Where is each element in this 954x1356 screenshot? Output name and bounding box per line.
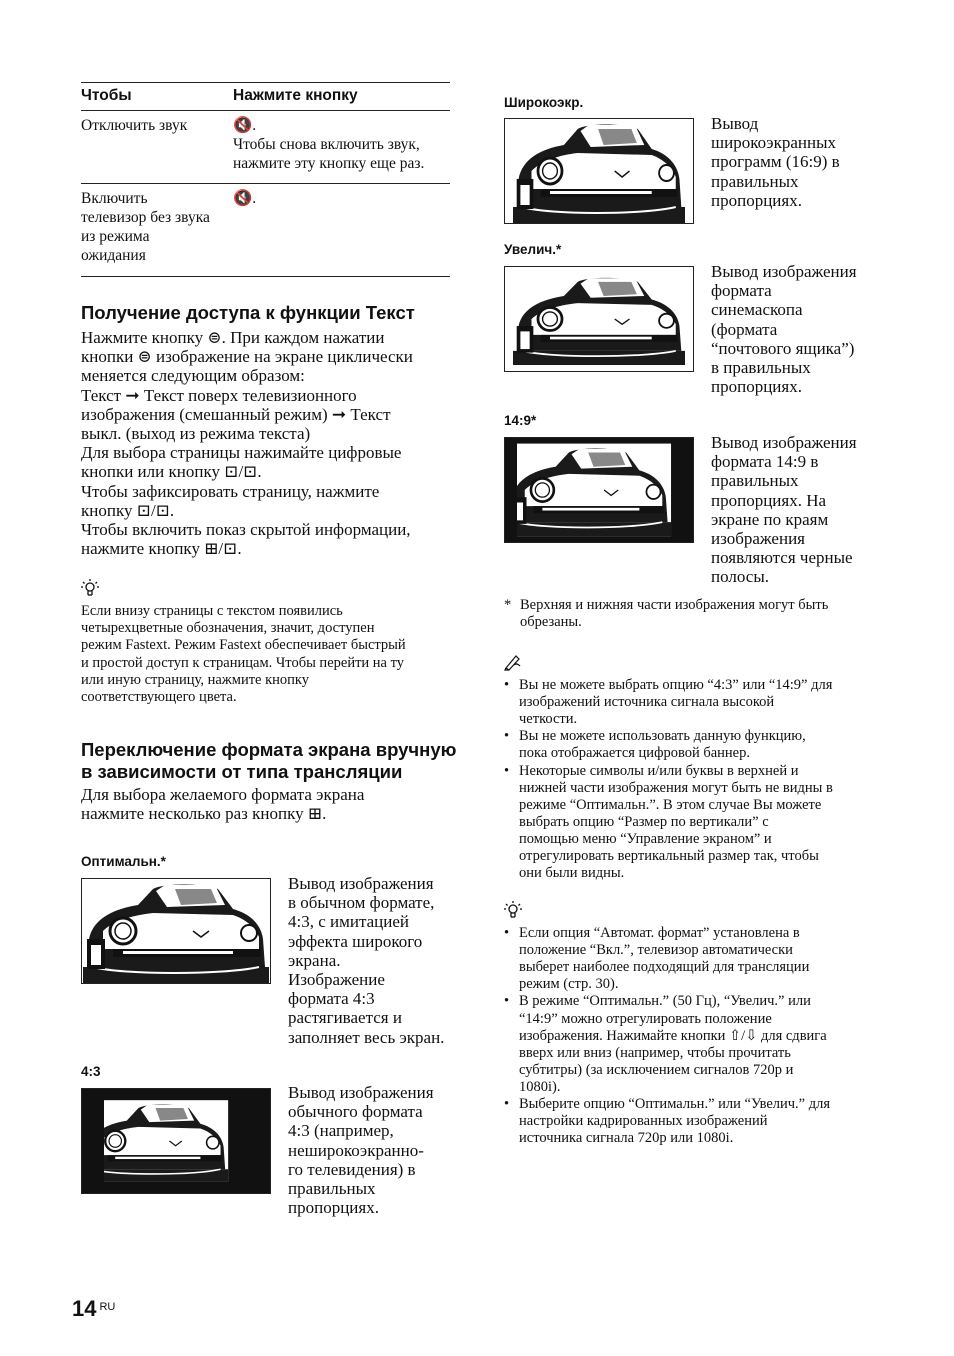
format-intro-line: Для выбора желаемого формата экрана: [81, 785, 365, 804]
tip-line: • Выберите опцию “Оптимальн.” или “Увелич.” для: [519, 1096, 831, 1113]
page-lang: RU: [99, 1301, 116, 1313]
mode-caption: 4:3: [81, 1064, 101, 1079]
teletext-line: кнопки или кнопку ⊡/⊡.: [81, 462, 262, 482]
tip-line: Если внизу страницы с текстом появились: [81, 603, 343, 619]
mode-desc-line: правильных: [288, 1179, 376, 1199]
note-line: выбрать опцию “Размер по вертикали” с: [519, 813, 769, 830]
mode-desc-line: Вывод: [711, 114, 759, 133]
mode-desc-line: Вывод изображения: [711, 433, 857, 452]
tip-line: • В режиме “Оптимальн.” (50 Гц), “Увелич.” или: [519, 993, 811, 1010]
teletext-line: нажмите кнопку ⊞/⊡.: [81, 539, 242, 559]
tip-line: субтитры) (за исключением сигналов 720p и: [519, 1061, 794, 1078]
format-heading-line2: в зависимости от типа трансляции: [81, 761, 403, 782]
mode-desc-line: (формата: [711, 319, 778, 339]
tip-line: и простой доступ к страницам. Чтобы перейти на ту: [81, 654, 405, 671]
note-line: отрегулировать вертикальный размер так, чтобы: [519, 848, 819, 865]
lightbulb-icon: [81, 578, 99, 603]
mode-desc: [711, 262, 891, 396]
teletext-line: кнопку ⊡/⊡.: [81, 500, 175, 520]
mode-image-wide: [504, 118, 694, 224]
teletext-line: Чтобы включить показ скрытой информации,: [81, 520, 411, 540]
mode-desc-line: Вывод изображения: [288, 874, 434, 893]
tip-line: источника сигнала 720p или 1080i.: [519, 1130, 734, 1147]
note-line: режиме “Оптимальн.”. В этом случае Вы можете: [519, 796, 822, 813]
mode-desc-line: пропорциях.: [711, 190, 802, 210]
mode-desc-line: формата 14:9 в: [711, 452, 819, 472]
tip-block: [81, 578, 453, 706]
tip-line: настройки кадрированных изображений: [519, 1113, 768, 1130]
tip-item: [504, 925, 884, 993]
note-line: пока отображается цифровой баннер.: [519, 745, 750, 762]
table-cell-action: Отключить звук: [81, 117, 188, 134]
mode-desc-line: синемаскопа: [711, 300, 803, 320]
teletext-heading: Получение доступа к функции Текст: [81, 302, 415, 323]
note-line: изображений источника сигнала высокой: [519, 694, 775, 711]
format-section: [81, 739, 461, 823]
mode-caption: Увелич.*: [504, 242, 562, 257]
table-row: [81, 110, 450, 183]
tip-line: положение “Вкл.”, телевизор автоматически: [519, 942, 793, 959]
tip-line: или иную страницу, нажмите кнопку: [81, 671, 310, 688]
tip-line: вверх или вниз (например, чтобы прочитать: [519, 1044, 791, 1061]
footnote-line: Верхняя и нижняя части изображения могут быть: [520, 597, 829, 613]
table-header-button: Нажмите кнопку: [233, 87, 358, 104]
mode-desc-line: формата: [711, 281, 772, 301]
teletext-line: Нажмите кнопку ⊜. При каждом нажатии: [81, 328, 385, 347]
teletext-line: изображения (смешанный режим) ➞ Текст: [81, 404, 391, 424]
teletext-body: [81, 328, 453, 558]
mode-desc-line: появляются черные: [711, 548, 853, 568]
mode-caption: Широкоэкр.: [504, 95, 584, 110]
mode-image-optimal: [81, 878, 271, 984]
tip-line: соответствующего цвета.: [81, 689, 237, 706]
button-table: [81, 82, 450, 277]
mode-desc-line: Вывод изображения: [288, 1083, 434, 1102]
page-number: [72, 1296, 115, 1322]
note-line: они были видны.: [519, 865, 625, 882]
mode-desc: [711, 433, 891, 587]
teletext-section: [81, 302, 453, 558]
note-line: четкости.: [519, 711, 578, 728]
mode-desc-line: экрана.: [288, 950, 341, 970]
note-line: • Вы не можете выбрать опцию “4:3” или “14:9” для: [519, 677, 833, 694]
mode-desc-line: заполняет весь экран.: [288, 1027, 445, 1047]
table-cell-button: 🔇.: [233, 190, 257, 207]
teletext-line: меняется следующим образом:: [81, 366, 305, 386]
mode-image-43: [81, 1088, 271, 1194]
note-item: [504, 728, 884, 762]
table-row: [81, 183, 450, 276]
tip-line: “14:9” можно отрегулировать положение: [519, 1010, 772, 1027]
note-line: помощью меню “Управление экраном” и: [519, 830, 772, 847]
tip-line: • Если опция “Автомат. формат” установлена в: [519, 925, 800, 942]
teletext-line: Для выбора страницы нажимайте цифровые: [81, 443, 402, 463]
table-bottom-rule: [81, 276, 450, 277]
mode-desc-line: растягивается и: [288, 1008, 402, 1028]
mode-desc-line: неширокоэкранно-: [288, 1140, 424, 1160]
mode-desc-line: полосы.: [711, 567, 769, 587]
format-intro-line: нажмите несколько раз кнопку ⊞.: [81, 804, 327, 824]
mode-desc-line: пропорциях. На: [711, 490, 827, 510]
tip-line: режим (стр. 30).: [519, 976, 619, 993]
tips-block: [504, 900, 884, 1147]
mode-caption: Оптимальн.*: [81, 854, 166, 869]
mode-desc-line: 4:3 (например,: [288, 1121, 394, 1141]
mode-desc-line: экране по краям: [711, 509, 829, 529]
table-cell-action: Включить телевизор без звука из режима ожидания: [81, 190, 210, 264]
mode-desc-line: обычного формата: [288, 1102, 423, 1122]
mode-desc-line: эффекта широкого: [288, 931, 423, 951]
mode-image-zoom: [504, 266, 694, 372]
mode-desc-line: пропорциях.: [711, 377, 802, 397]
teletext-line: Текст ➞ Текст поверх телевизионного: [81, 385, 357, 405]
tip-line: четырехцветные обозначения, значит, доступен: [81, 620, 375, 637]
mode-desc-line: изображения: [711, 529, 805, 549]
teletext-line: Чтобы зафиксировать страницу, нажмите: [81, 481, 380, 501]
mode-desc: [288, 1083, 458, 1217]
mute-note: Чтобы снова включить звук, нажмите эту кнопку еще раз.: [233, 136, 425, 172]
mode-desc: [288, 874, 458, 1047]
mute-button-label: 🔇.: [233, 117, 257, 134]
note-line: • Вы не можете использовать данную функцию,: [519, 728, 806, 745]
mode-desc-line: в правильных: [711, 358, 811, 378]
note-line: нижней части изображения могут быть не видны в: [519, 779, 833, 796]
mode-desc-line: Вывод изображения: [711, 262, 857, 281]
mode-desc: [711, 114, 891, 210]
mode-desc-line: в обычном формате,: [288, 893, 435, 913]
mode-desc-line: программ (16:9) в: [711, 152, 840, 172]
mode-desc-line: правильных: [711, 471, 799, 491]
mode-desc-line: 4:3, с имитацией: [288, 912, 409, 932]
mode-desc-line: пропорциях.: [288, 1198, 379, 1218]
table-header: [81, 83, 450, 110]
tip-line: 1080i).: [519, 1078, 561, 1095]
tip-line: изображения. Нажимайте кнопки ⇧/⇩ для сдвига: [519, 1027, 827, 1044]
mode-desc-line: “почтового ящика”): [711, 338, 855, 358]
footnote: [504, 597, 884, 631]
format-heading-line1: Переключение формата экрана вручную: [81, 739, 457, 760]
format-intro: [81, 785, 461, 823]
mode-desc-line: Изображение: [288, 970, 385, 990]
teletext-line: выкл. (выход из режима текста): [81, 424, 311, 444]
note-item: [504, 763, 884, 883]
footnote-mark: *: [504, 597, 512, 613]
mode-image-149: [504, 437, 694, 543]
tip-item: [504, 1096, 884, 1147]
tip-line: выберет наиболее подходящий для трансляции: [519, 959, 810, 976]
footnote-line: обрезаны.: [520, 614, 582, 631]
mode-desc-line: правильных: [711, 171, 799, 191]
mode-desc-line: широкоэкранных: [711, 133, 837, 153]
mode-desc-line: го телевидения) в: [288, 1159, 416, 1179]
pencil-note-icon: [504, 653, 522, 676]
mode-desc-line: формата 4:3: [288, 989, 375, 1009]
tip-line: режим Fastext. Режим Fastext обеспечивает быстрый: [81, 637, 406, 654]
lightbulb-icon: [504, 900, 522, 925]
tip-text: [81, 603, 453, 706]
teletext-line: кнопки ⊜ изображение на экране циклически: [81, 347, 413, 367]
note-line: • Некоторые символы и/или буквы в верхней и: [519, 762, 799, 779]
page-number-value: 14: [72, 1296, 97, 1321]
table-header-action: Чтобы: [81, 87, 132, 104]
tip-item: [504, 993, 884, 1096]
mode-caption: 14:9*: [504, 413, 537, 428]
notes-block: [504, 653, 884, 882]
table-cell-button: [233, 116, 450, 173]
note-item: [504, 677, 884, 728]
